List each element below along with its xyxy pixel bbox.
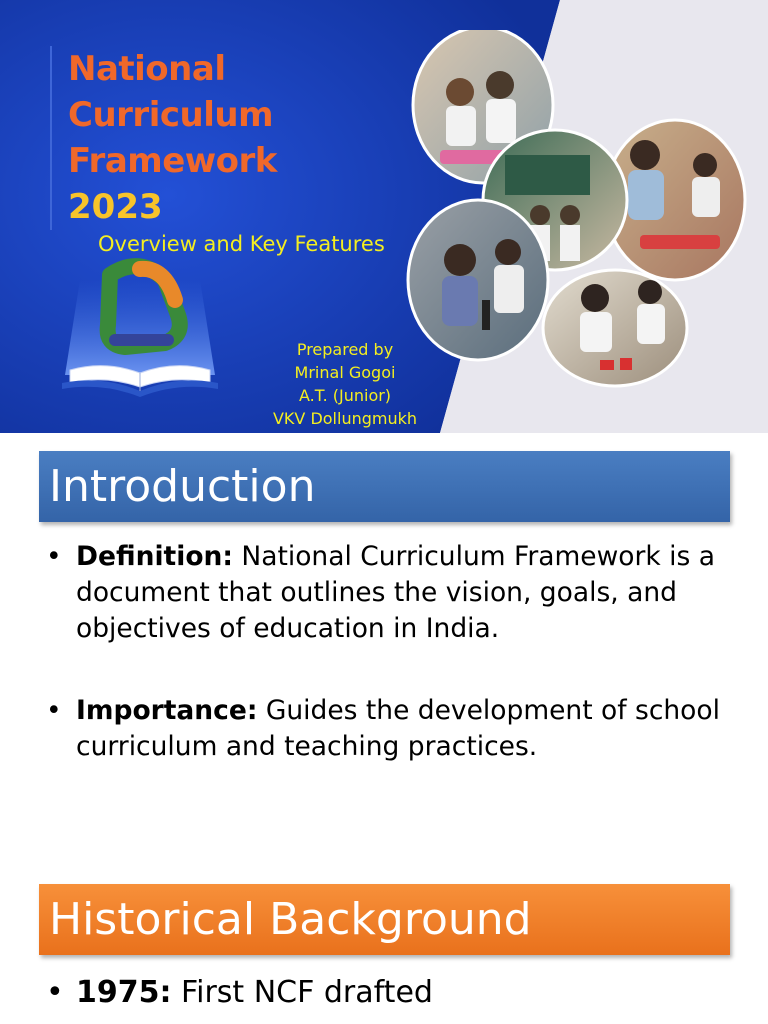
- light-beam-icon: [65, 280, 215, 375]
- title-year: 2023: [68, 187, 163, 227]
- historical-background-heading: Historical Background: [39, 884, 730, 955]
- title-block: [50, 46, 277, 230]
- title-subtitle: Overview and Key Features: [98, 232, 385, 256]
- title-line-2: Curriculum: [68, 95, 273, 135]
- term-importance: Importance:: [76, 695, 258, 726]
- prepared-by: [250, 338, 440, 430]
- photo-students-blocks: [543, 270, 687, 386]
- introduction-heading: Introduction: [39, 451, 730, 522]
- photo-microscope: [408, 200, 548, 360]
- list-item: [46, 693, 736, 765]
- year-text: First NCF drafted: [171, 975, 433, 1010]
- term-definition: Definition:: [76, 541, 233, 572]
- author-name: Mrinal Gogoi: [294, 363, 396, 382]
- title-slide: [0, 0, 768, 433]
- historical-list: [46, 974, 736, 1012]
- photo-collage: [400, 30, 768, 390]
- prepared-by-label: Prepared by: [296, 340, 394, 359]
- author-school: VKV Dollungmukh: [272, 409, 418, 428]
- introduction-list: [46, 539, 736, 765]
- term-year: 1975:: [76, 975, 172, 1010]
- title-line-3: Framework: [68, 141, 277, 181]
- list-item: [46, 974, 736, 1012]
- ncf-logo: [40, 255, 240, 405]
- author-title: A.T. (Junior): [298, 386, 392, 405]
- importance-text: Guides the development of school curriculum and teaching practices.: [76, 695, 720, 762]
- title-line-1: National: [68, 49, 226, 89]
- definition-text: National Curriculum Framework is a document that outlines the vision, goals, and objectives of education in India.: [76, 541, 715, 644]
- list-item: [46, 539, 736, 647]
